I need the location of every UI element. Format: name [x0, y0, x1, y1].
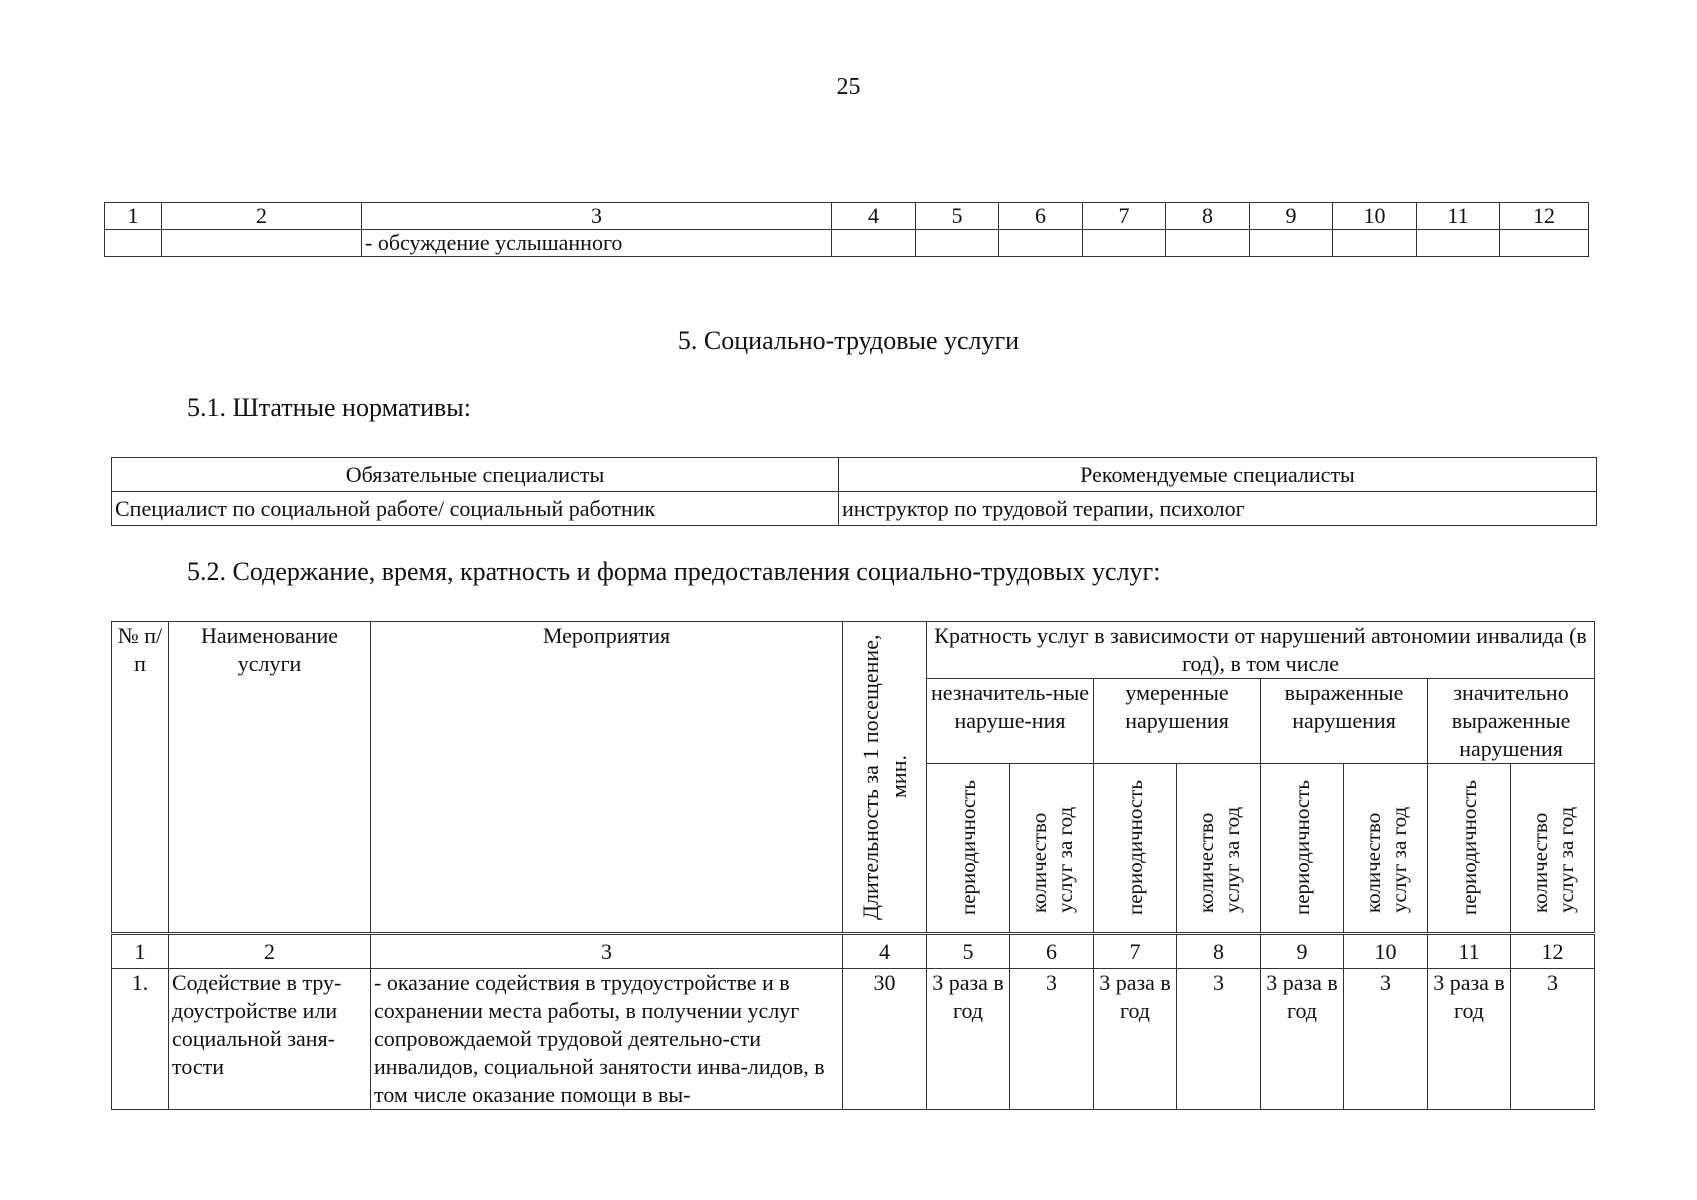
table-cell: 5 [927, 934, 1010, 969]
table-cell [1083, 230, 1166, 257]
periodicity-label: периодичность [956, 780, 980, 916]
group-header-pronounced: выраженные нарушения [1261, 679, 1428, 764]
subsection-title-content: 5.2. Содержание, время, кратность и форма предоставления социально-трудовых услуг: [187, 557, 1161, 586]
table-cell: 4 [832, 203, 916, 230]
periodicity-label: периодичность [1457, 780, 1481, 916]
table-cell: 9 [1261, 934, 1344, 969]
table-cell [1333, 230, 1417, 257]
column-header: Рекомендуемые специалисты [839, 458, 1597, 492]
staff-table [111, 457, 1597, 526]
frequency-cell: 3 раза в год [1261, 969, 1344, 1110]
table-cell: 12 [1511, 934, 1595, 969]
services-table [111, 621, 1595, 1110]
header-row [112, 622, 1595, 679]
table-cell: 9 [1250, 203, 1333, 230]
group-header-minor: незначитель-ные наруше-ния [927, 679, 1094, 764]
subheader-periodicity [1428, 764, 1511, 934]
count-cell: 3 [1344, 969, 1428, 1110]
group-header-moderate: умеренные нарушения [1094, 679, 1261, 764]
table-cell: 10 [1344, 934, 1428, 969]
duration-label: Длительность за 1 посещение, мин. [857, 634, 911, 920]
staff-header-row [112, 458, 1597, 492]
table-cell: Специалист по социальной работе/ социальный работник [112, 492, 839, 526]
table-cell [1166, 230, 1250, 257]
column-header-no: № п/п [112, 622, 169, 934]
subsection-title-staffing: 5.1. Штатные нормативы: [187, 393, 471, 422]
table-cell [1417, 230, 1500, 257]
column-header-duration [843, 622, 927, 934]
periodicity-label: периодичность [1123, 780, 1147, 916]
count-label: количество услуг за год [1193, 806, 1244, 913]
subheader-count [1177, 764, 1261, 934]
table-cell: - обсуждение услышанного [362, 230, 832, 257]
table-cell: 1 [105, 203, 162, 230]
frequency-cell: 3 раза в год [927, 969, 1010, 1110]
table-cell: 7 [1083, 203, 1166, 230]
subheader-periodicity [927, 764, 1010, 934]
table-cell [1250, 230, 1333, 257]
column-header: Обязательные специалисты [112, 458, 839, 492]
count-label: количество услуг за год [1026, 806, 1077, 913]
count-cell: 3 [1511, 969, 1595, 1110]
table-cell: 8 [1177, 934, 1261, 969]
column-header-name: Наименование услуги [169, 622, 371, 934]
table-cell: 1 [112, 934, 169, 969]
service-activities: - оказание содействия в трудоустройстве и в сохранении места работы, в получении услуг сопровождаемой трудовой деятельно-сти инвалидов, социальной занятости инва-лидов, в том числе оказание помощи в вы- [371, 969, 843, 1110]
table-cell: 11 [1428, 934, 1511, 969]
column-number-row [112, 934, 1595, 969]
table-cell [162, 230, 362, 257]
count-cell: 3 [1010, 969, 1094, 1110]
table-cell: 10 [1333, 203, 1417, 230]
table-cell: инструктор по трудовой терапии, психолог [839, 492, 1597, 526]
table-cell: 2 [169, 934, 371, 969]
table-cell [1500, 230, 1589, 257]
periodicity-label: периодичность [1290, 780, 1314, 916]
table-cell: 8 [1166, 203, 1250, 230]
service-name: Содействие в тру-доустройстве или социальной заня-тости [169, 969, 371, 1110]
continuation-table [104, 202, 1589, 257]
section-title: 5. Социально-трудовые услуги [677, 326, 1020, 355]
table-cell: 6 [999, 203, 1083, 230]
table-cell: 5 [916, 203, 999, 230]
column-header-activities: Мероприятия [371, 622, 843, 934]
subheader-count [1511, 764, 1595, 934]
table-cell: 3 [371, 934, 843, 969]
table-cell: 12 [1500, 203, 1589, 230]
table-row [105, 230, 1589, 257]
subheader-periodicity [1261, 764, 1344, 934]
table-cell: 4 [843, 934, 927, 969]
subheader-count [1010, 764, 1094, 934]
column-header-frequency: Кратность услуг в зависимости от нарушений автономии инвалида (в год), в том числе [927, 622, 1595, 679]
group-header-severe: значительно выраженные нарушения [1428, 679, 1595, 764]
frequency-cell: 3 раза в год [1094, 969, 1177, 1110]
table-cell: 3 [362, 203, 832, 230]
subheader-periodicity [1094, 764, 1177, 934]
table-row [112, 492, 1597, 526]
table-cell [999, 230, 1083, 257]
row-number: 1. [112, 969, 169, 1110]
service-duration: 30 [843, 969, 927, 1110]
table-cell [105, 230, 162, 257]
count-label: количество услуг за год [1527, 806, 1578, 913]
page-number: 25 [836, 74, 861, 100]
table-row [112, 969, 1595, 1110]
table-cell [832, 230, 916, 257]
frequency-cell: 3 раза в год [1428, 969, 1511, 1110]
subheader-count [1344, 764, 1428, 934]
table-cell: 2 [162, 203, 362, 230]
count-cell: 3 [1177, 969, 1261, 1110]
continuation-header-row [105, 203, 1589, 230]
table-cell: 7 [1094, 934, 1177, 969]
count-label: количество услуг за год [1360, 806, 1411, 913]
table-cell: 6 [1010, 934, 1094, 969]
table-cell [916, 230, 999, 257]
table-cell: 11 [1417, 203, 1500, 230]
